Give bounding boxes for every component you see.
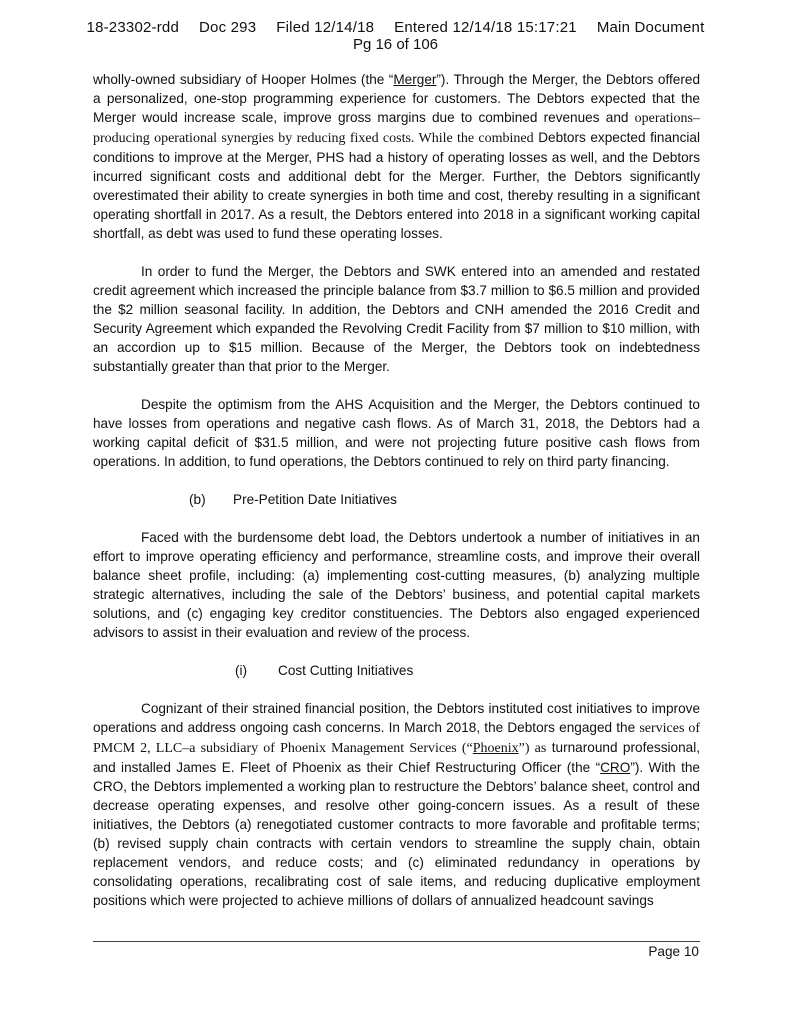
section-label: (i) [235,663,248,678]
document-body [93,70,700,910]
court-filing-header [0,19,791,53]
case-number: 18-23302-rdd [86,19,179,36]
defined-term-cro: CRO [600,760,631,775]
serif-text-run: ”) as [518,741,547,756]
serif-text-run: operations–producing operational synergies by reducing fixed costs. While the combined [93,111,700,146]
defined-term-phoenix: Phoenix [472,741,519,756]
footer-divider [93,941,700,942]
filing-info-line [0,19,791,36]
entered-date: Entered 12/14/18 15:17:21 [394,19,577,36]
paragraph-initiatives: Faced with the burdensome debt load, the Debtors undertook a number of initiatives in an effort to improve operating efficiency and performance, streamline costs, and improve their overall balance sheet profile, including: (a) implementing cost-cutting measures, (b) analyzing multiple strategic alternatives, including the sale of the Debtors’ business, and potential capital markets solutions, and (c) engaging key creditor constituencies. The Debtors also engaged experienced advisors to assist in their evaluation and review of the process. [93,530,700,640]
section-heading-b [93,490,700,509]
section-heading-i [93,661,700,680]
paragraph-cost-cutting: Cognizant of their strained financial position, the Debtors instituted cost initiatives to improve operations and address ongoing cash concerns. In March 2018, the Debtors engaged the services of PMCM 2, LLC–a subsidiary of Phoenix Management Services (“Phoenix”) as turnaround professional, and installed James E. Fleet of Phoenix as their Chief Restructuring Officer (the “CRO”). With the CRO, the Debtors implemented a working plan to restructure the Debtors’ balance sheet, control and decrease operating expenses, and resolve other going-concern issues. As a result of these initiatives, the Debtors (a) renegotiated customer contracts to more favorable and profitable terms; (b) revised supply chain contracts with certain vendors to streamline the supply chain, obtain replacement vendors, and reduce costs; and (c) eliminated redundancy in operations by consolidating operations, recalibrating cost of sale items, and reducing duplicative employment positions which were projected to achieve millions of dollars of annualized headcount savings [93,701,700,908]
section-label: (b) [189,492,206,507]
paragraph-merger: wholly-owned subsidiary of Hooper Holmes (the “Merger”). Through the Merger, the Debtors offered a personalized, one-stop programming experience for customers. The Debtors expected that the Merger would increase scale, improve gross margins due to combined revenues and operations–producing operational synergies by reducing fixed costs. While the combined Debtors expected financial conditions to improve at the Merger, PHS had a history of operating losses as well, and the Debtors incurred significant costs and additional debt for the Merger. Further, the Debtors significantly overestimated their ability to create synergies in both time and cost, thereby resulting in a significant operating shortfall in 2017. As a result, the Debtors entered into 2018 in a significant working capital shortfall, as debt was used to fund these operating losses. [93,72,700,241]
page-number: Page 10 [648,944,699,959]
main-document-label: Main Document [596,19,705,36]
paragraph-losses: Despite the optimism from the AHS Acquisition and the Merger, the Debtors continued to have losses from operations and negative cash flows. As of March 31, 2018, the Debtors had a working capital deficit of $31.5 million, and were not projecting future positive cash flows from operations. In addition, to fund operations, the Debtors continued to rely on third party financing. [93,397,700,469]
doc-number: Doc 293 [199,19,257,36]
page-of-total: Pg 16 of 106 [352,36,439,53]
section-title: Cost Cutting Initiatives [278,663,414,678]
paragraph-funding: In order to fund the Merger, the Debtors and SWK entered into an amended and restated credit agreement which increased the principle balance from $3.7 million to $6.5 million and provided the $2 million seasonal facility. In addition, the Debtors and CNH amended the 2016 Credit and Security Agreement which expanded the Revolving Credit Facility from $7 million to $10 million, with an accordion up to $15 million. Because of the Merger, the Debtors took on indebtedness substantially greater than that prior to the Merger. [93,264,700,374]
section-title: Pre-Petition Date Initiatives [233,492,397,507]
serif-text-run: services of PMCM 2, LLC–a subsidiary of Phoenix Management Services (“ [93,721,700,756]
filed-date: Filed 12/14/18 [276,19,375,36]
defined-term-merger: Merger [393,72,437,87]
